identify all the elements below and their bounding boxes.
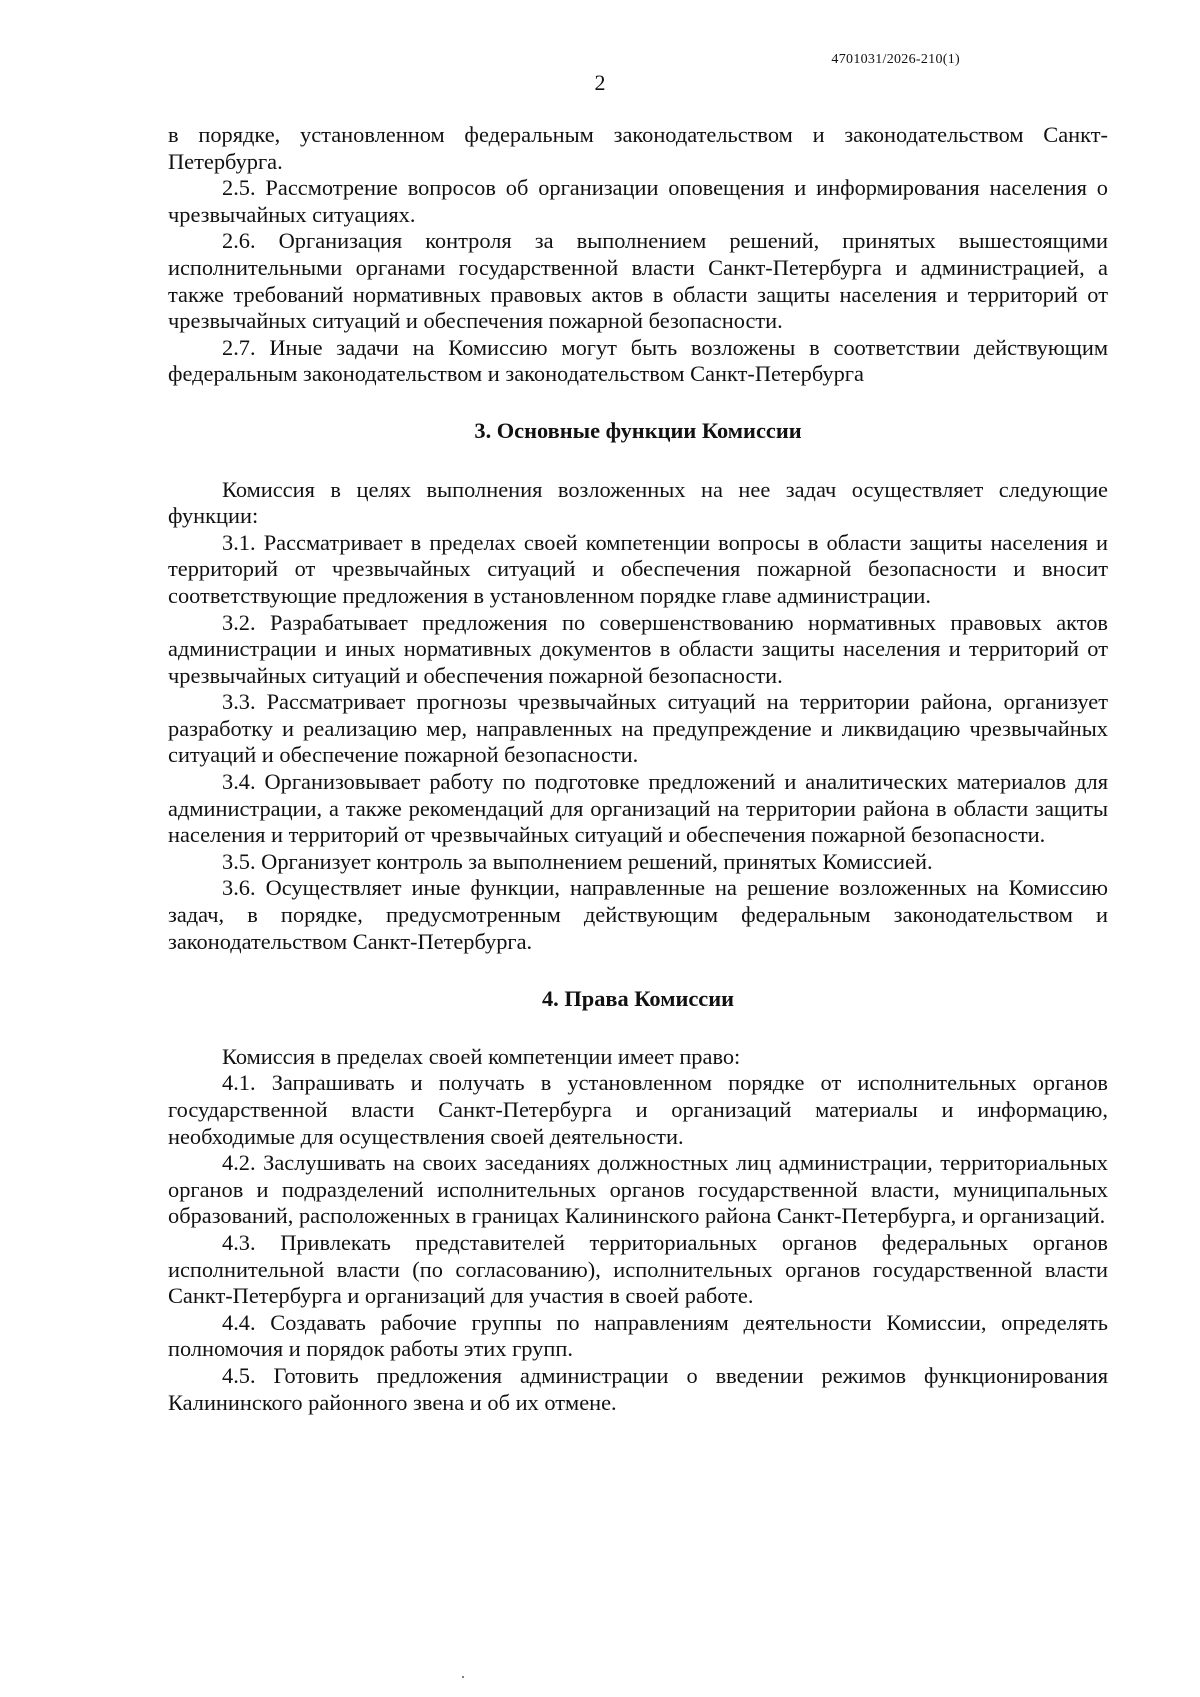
paragraph-3-3: 3.3. Рассматривает прогнозы чрезвычайных ситуаций на территории района, организует разработку и реализацию мер, направленных на предупреждение и ликвидацию чрезвычайных ситуаций и обеспечение пожарной безопасности. (168, 689, 1108, 768)
paragraph-3-intro: Комиссия в целях выполнения возложенных на нее задач осуществляет следующие функции: (168, 476, 1108, 529)
paragraph-2-6: 2.6. Организация контроля за выполнением решений, принятых вышестоящими исполнительными органами государственной власти Санкт-Петербурга и администрацией, а также требований нормативных правовых актов в области защиты населения и территорий от чрезвычайных ситуаций и обеспечения пожарной безопасности. (168, 228, 1108, 334)
paragraph-3-5: 3.5. Организует контроль за выполнением решений, принятых Комиссией. (222, 848, 933, 874)
paragraph-4-4: 4.4. Создавать рабочие группы по направлениям деятельности Комиссии, определять полномочия и порядок работы этих групп. (168, 1309, 1108, 1362)
paragraph-3-6: 3.6. Осуществляет иные функции, направленные на решение возложенных на Комиссию задач, в порядке, предусмотренным действующим федеральным законодательством и законодательством Санкт-Петербурга. (168, 875, 1108, 954)
document-body (168, 122, 1108, 1416)
paragraph-4-3: 4.3. Привлекать представителей территориальных органов федеральных органов исполнительной власти (по согласованию), исполнительных органов государственной власти Санкт-Петербурга и организаций для участия в своей работе. (168, 1229, 1108, 1309)
paragraph-continuation: в порядке, установленном федеральным законодательством и законодательством Санкт-Петербурга. (168, 122, 1108, 174)
paragraph-3-4: 3.4. Организовывает работу по подготовке предложений и аналитических материалов для администрации, а также рекомендаций для организаций на территории района в области защиты населения и территорий от чрезвычайных ситуаций и обеспечения пожарной безопасности. (168, 769, 1108, 848)
paragraph-3-1: 3.1. Рассматривает в пределах своей компетенции вопросы в области защиты населения и территорий от чрезвычайных ситуаций и обеспечения пожарной безопасности и вносит соответствующие предложения в установленном порядке главе администрации. (168, 529, 1108, 608)
paragraph-2-5: 2.5. Рассмотрение вопросов об организации оповещения и информирования населения о чрезвычайных ситуациях. (168, 175, 1108, 227)
paragraph-3-2: 3.2. Разрабатывает предложения по совершенствованию нормативных правовых актов администрации и иных нормативных документов в области защиты населения и территорий от чрезвычайных ситуаций и обеспечения пожарной безопасности. (168, 609, 1108, 688)
paragraph-4-2: 4.2. Заслушивать на своих заседаниях должностных лиц администрации, территориальных органов и подразделений исполнительных органов государственной власти, муниципальных образований, расположенных в границах Калининского района Санкт-Петербурга, и организаций. (168, 1150, 1108, 1229)
page-number: 2 (594, 70, 606, 95)
paragraph-4-intro: Комиссия в пределах своей компетенции имеет право: (222, 1043, 741, 1069)
section-heading-4: 4. Права Комиссии (541, 986, 735, 1012)
scan-speck (462, 1676, 464, 1678)
section-heading-3: 3. Основные функции Комиссии (474, 417, 802, 443)
paragraph-4-1: 4.1. Запрашивать и получать в установленном порядке от исполнительных органов государственной власти Санкт-Петербурга и организаций материалы и информацию, необходимые для осуществления своей деятельности. (168, 1070, 1108, 1149)
paragraph-2-7: 2.7. Иные задачи на Комиссию могут быть возложены в соответствии действующим федеральным законодательством и законодательством Санкт-Петербурга (168, 334, 1108, 387)
paragraph-4-5: 4.5. Готовить предложения администрации о введении режимов функционирования Калининского районного звена и об их отмене. (168, 1362, 1108, 1415)
document-code: 4701031/2026-210(1) (831, 52, 960, 67)
